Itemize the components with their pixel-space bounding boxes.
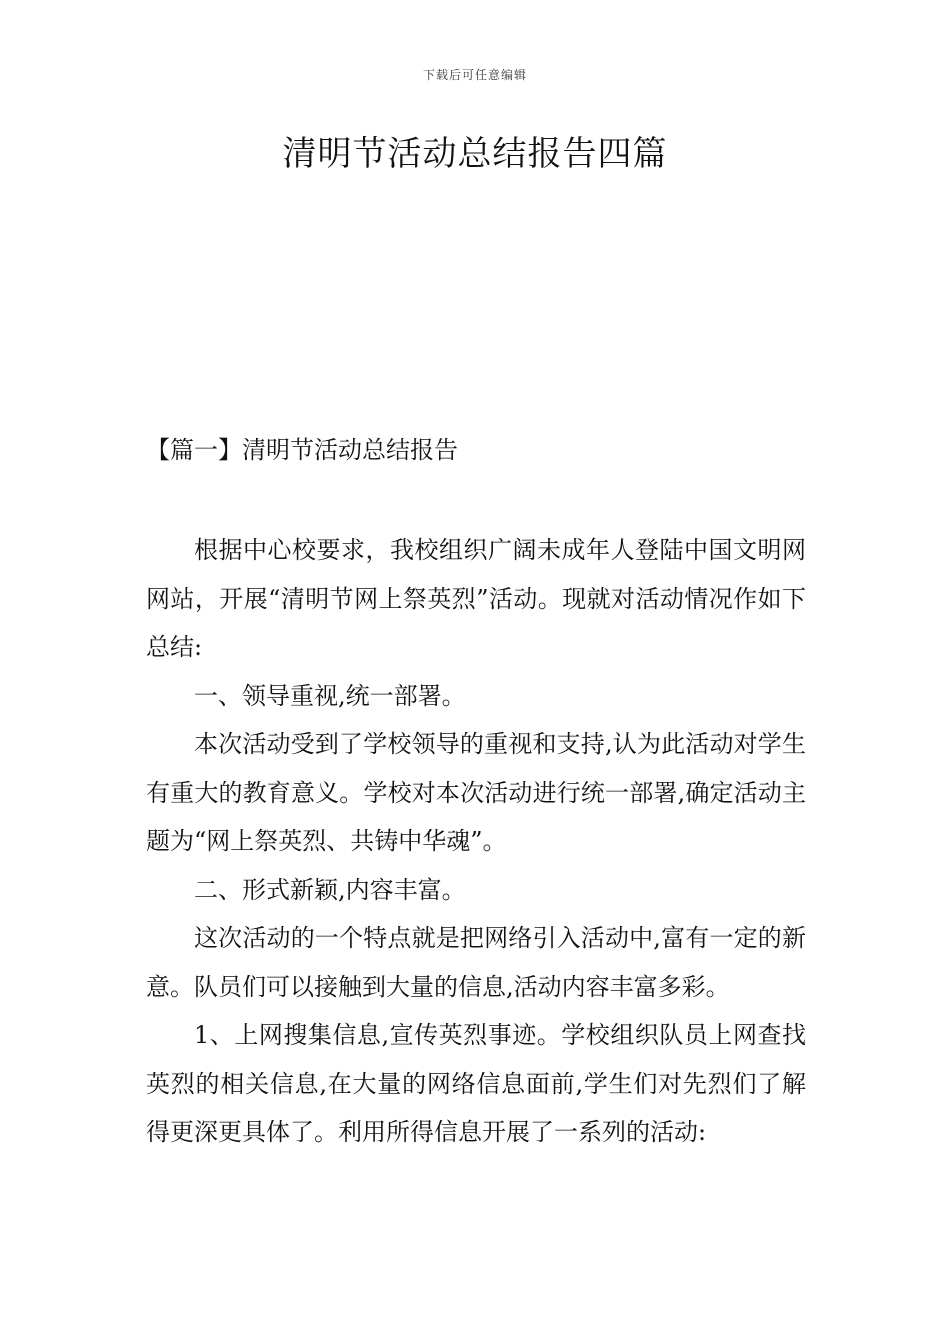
paragraph: 这次活动的一个特点就是把网络引入活动中,富有一定的新意。队员们可以接触到大量的信息,活动内容丰富多彩。: [146, 924, 806, 1001]
paragraph: 本次活动受到了学校领导的重视和支持,认为此活动对学生有重大的教育意义。学校对本次活动进行统一部署,确定活动主题为“网上祭英烈、共铸中华魂”。: [146, 730, 806, 855]
paragraph: 一、领导重视,统一部署。: [194, 681, 466, 710]
paragraph: 根据中心校要求，我校组织广阔未成年人登陆中国文明网网站，开展“清明节网上祭英烈”活动。现就对活动情况作如下总结:: [146, 536, 806, 661]
header-note: 下载后可任意编辑: [422, 68, 527, 82]
paragraph: 1、上网搜集信息,宣传英烈事迹。学校组织队员上网查找英烈的相关信息,在大量的网络信息面前,学生们对先烈们了解得更深更具体了。利用所得信息开展了一系列的活动:: [146, 1021, 806, 1146]
paragraph: 二、形式新颖,内容丰富。: [194, 875, 466, 904]
document-title: 清明节活动总结报告四篇: [282, 134, 668, 174]
section-heading: 【篇一】清明节活动总结报告: [146, 436, 458, 464]
body-text: [146, 526, 806, 1157]
